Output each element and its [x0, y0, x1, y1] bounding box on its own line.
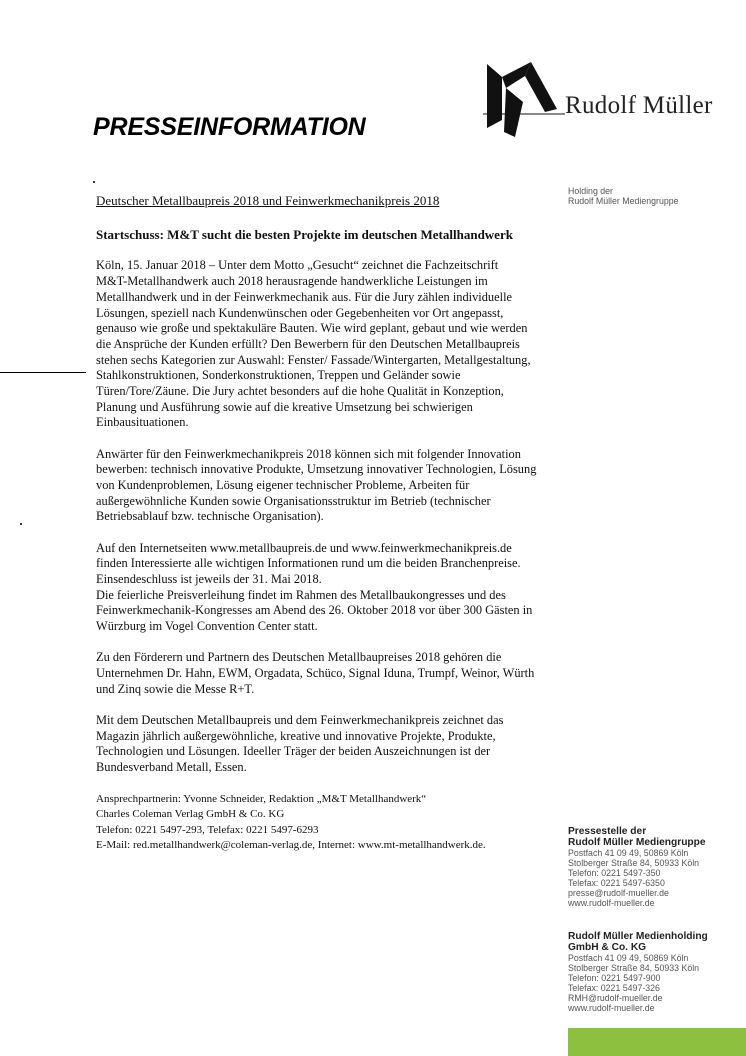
margin-dot: [93, 181, 95, 183]
article-headline: Deutscher Metallbaupreis 2018 und Feinwerkmechanikpreis 2018: [96, 193, 440, 208]
contact-info: Ansprechpartnerin: Yvonne Schneider, Redaktion „M&T Metallhandwerk“ Charles Coleman Verlag GmbH & Co. KG Telefon: 0221 5497-293, Telefax: 0221 5497-6293 E-Mail: red.metallhandwerk@coleman-verlag.de, Internet: www.mt-metallhandwerk.de.: [96, 792, 486, 852]
press-office-block: [568, 826, 706, 908]
margin-dot: [20, 523, 22, 525]
holding-company-details: Postfach 41 09 49, 50869 Köln Stolberger Straße 84, 50933 Köln Telefon: 0221 5497-900 Telefax: 0221 5497-326 RMH@rudolf-mueller.de www.rudolf-mueller.de: [568, 953, 700, 1013]
fold-mark-line: [0, 372, 86, 373]
article-paragraph: Anwärter für den Feinwerkmechanikpreis 2018 können sich mit folgender Innovation bewerben: technisch innovative Produkte, Umsetzung innovativer Technologien, Lösung von Kundenproblemen, Lösung eigener technischer Probleme, Arbeiten für außergewöhnliche Kunden sowie Organisationsstruktur im Betrieb (technischer Betriebsablauf bzw. technische Organisation).: [96, 446, 537, 524]
company-logo: [483, 62, 733, 142]
press-office-details: Postfach 41 09 49, 50869 Köln Stolberger Straße 84, 50933 Köln Telefon: 0221 5497-350 Telefax: 0221 5497-6350 presse@rudolf-mueller.de www.rudolf-mueller.de: [568, 848, 700, 908]
article-paragraph: Mit dem Deutschen Metallbaupreis und dem Feinwerkmechanikpreis zeichnet das Magazin jährlich außergewöhnliche, kreative und innovative Projekte, Produkte, Technologien und Lösungen. Ideeller Träger der beiden Auszeichnungen ist der Bundesverband Metall, Essen.: [96, 712, 504, 775]
holding-company-heading: Rudolf Müller Medienholding GmbH & Co. KG: [568, 931, 708, 953]
page-title: PRESSEINFORMATION: [93, 113, 366, 141]
accent-bar: [568, 1028, 746, 1056]
press-office-heading: Pressestelle der Rudolf Müller Mediengruppe: [568, 826, 706, 848]
holding-label: Holding der Rudolf Müller Mediengruppe: [568, 186, 679, 206]
article-subheadline: Startschuss: M&T sucht die besten Projekte im deutschen Metallhandwerk: [96, 226, 513, 242]
article-paragraph: Köln, 15. Januar 2018 – Unter dem Motto „Gesucht“ zeichnet die Fachzeitschrift M&T-Metallhandwerk auch 2018 herausragende handwerkliche Leistungen im Metallhandwerk und in der Feinwerkmechanik aus. Für die Jury zählen individuelle Lösungen, speziell nach Kundenwünschen oder Gegebenheiten vor Ort angepasst, genauso wie große und spektakuläre Bauten. Wie wird geplant, gebaut und wie werden die Ansprüche der Kunden erfüllt? Den Bewerbern für den Deutschen Metallbaupreis stehen sechs Kategorien zur Auswahl: Fenster/ Fassade/Wintergarten, Metallgestaltung, Stahlkonstruktionen, Sonderkonstruktionen, Treppen und Geländer sowie Türen/Tore/Zäune. Die Jury achtet besonders auf die hohe Qualität in Konzeption, Planung und Ausführung sowie auf die kreative Umsetzung bei schwierigen Einbausituationen.: [96, 258, 531, 430]
article-body: [96, 193, 546, 854]
article-paragraph: Zu den Förderern und Partnern des Deutschen Metallbaupreises 2018 gehören die Unternehmen Dr. Hahn, EWM, Orgadata, Schüco, Signal Iduna, Trumpf, Weinor, Würth und Zinq sowie die Messe R+T.: [96, 650, 535, 696]
holding-company-block: [568, 931, 708, 1013]
article-paragraph: Auf den Internetseiten www.metallbaupreis.de und www.feinwerkmechanikpreis.de finden Interessierte alle wichtigen Informationen rund um die beiden Branchenpreise. Einsendeschluss ist jeweils der 31. Mai 2018. Die feierliche Preisverleihung findet im Rahmen des Metallbaukongresses und des Feinwerkmechanik-Kongresses am Abend des 26. Oktober 2018 vor über 300 Gästen in Würzburg im Vogel Convention Center statt.: [96, 540, 533, 634]
rudolf-mueller-m-icon: [483, 62, 573, 142]
logo-wordmark: Rudolf Müller: [565, 92, 713, 119]
